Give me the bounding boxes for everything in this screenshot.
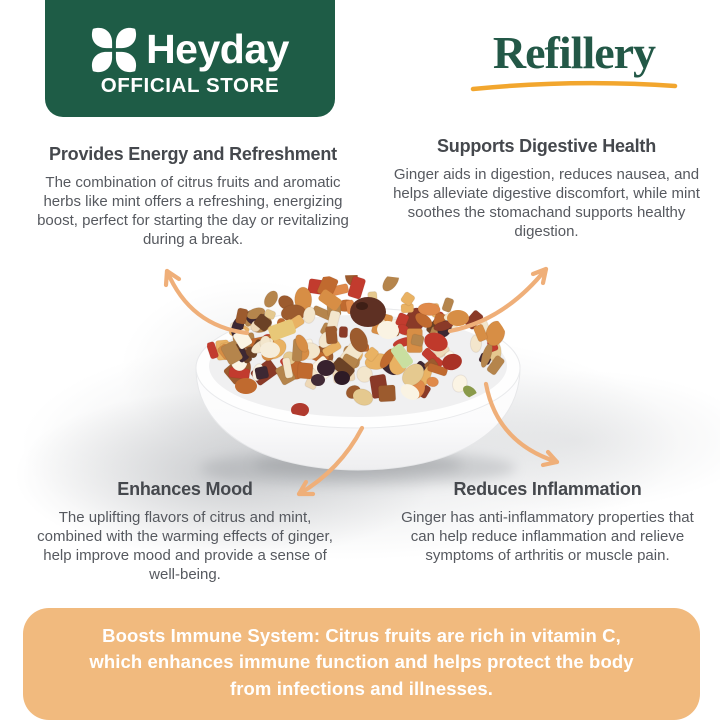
benefit-mood-body: The uplifting flavors of citrus and mint, combined with the warming effects of ginger, help improve mood and provide a sense of well-being.	[37, 509, 333, 583]
brand-logo	[468, 27, 680, 92]
benefit-mood-title: Enhances Mood	[117, 479, 253, 499]
benefit-mood	[30, 479, 340, 585]
brand-logo-text: Refillery	[492, 27, 656, 78]
store-badge-logo-row	[91, 27, 289, 73]
heyday-flower-icon	[91, 27, 137, 73]
benefit-energy	[28, 144, 358, 250]
benefit-inflammation	[390, 479, 705, 566]
swoosh-underline-icon	[470, 78, 678, 92]
immune-system-banner	[23, 608, 700, 720]
benefit-energy-title: Provides Energy and Refreshment	[49, 144, 337, 164]
store-badge-brand: Heyday	[146, 26, 289, 73]
benefit-digestive-title: Supports Digestive Health	[436, 136, 657, 156]
store-badge-subtitle: OFFICIAL STORE	[100, 73, 280, 97]
benefit-digestive-body: Ginger aids in digestion, reduces nausea, and helps alleviate digestive discomfort, while mint soothes the stomachand supports healthy digestion.	[393, 166, 700, 240]
benefit-energy-body: The combination of citrus fruits and aromatic herbs like mint offers a refreshing, energizing boost, perfect for starting the day or revitalizing during a break.	[37, 174, 349, 248]
store-badge	[45, 0, 335, 117]
benefit-inflammation-title: Reduces Inflammation	[453, 479, 642, 499]
immune-system-banner-text: Boosts Immune System: Citrus fruits are rich in vitamin C, which enhances immune function and helps protect the body from infections and illnesses.	[89, 625, 634, 699]
benefit-digestive	[384, 136, 709, 242]
benefit-inflammation-body: Ginger has anti-inflammatory properties that can help reduce inflammation and relieve symptoms of arthritis or muscle pain.	[401, 509, 694, 564]
